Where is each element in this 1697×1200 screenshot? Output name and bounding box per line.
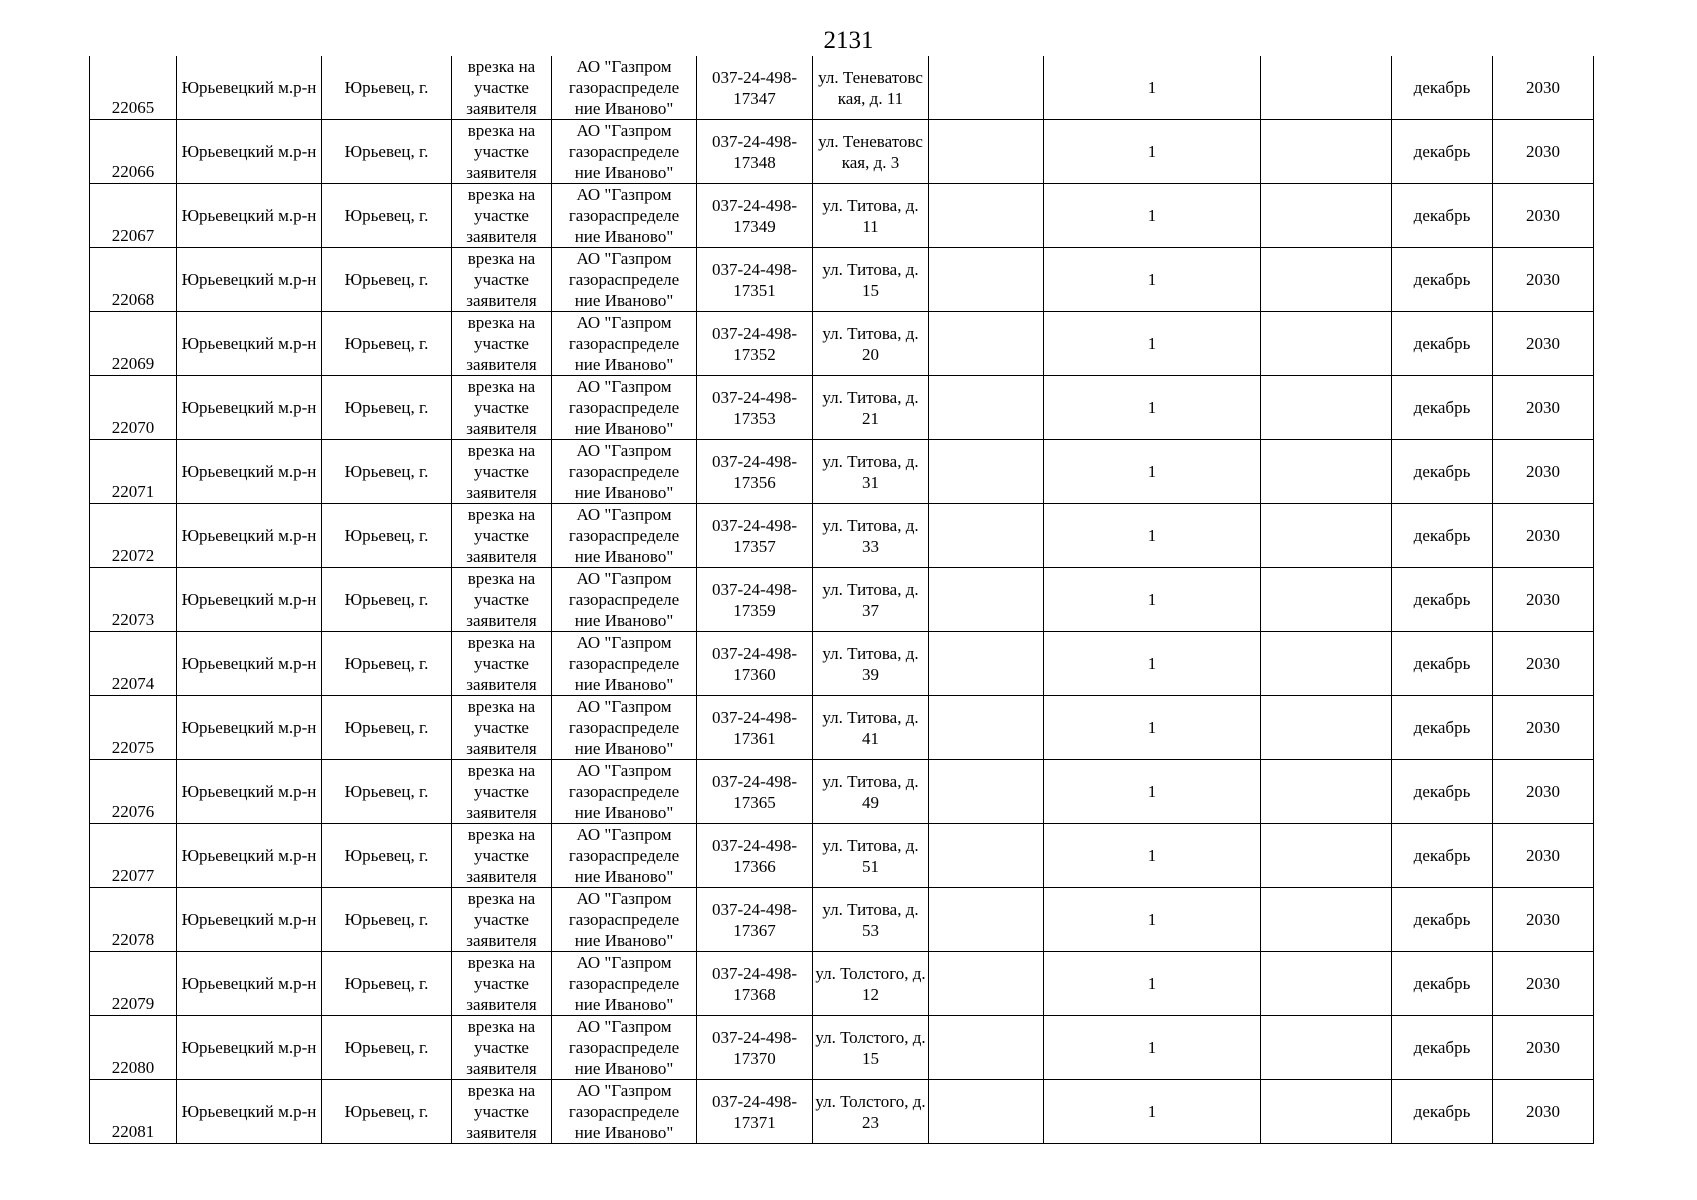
cell-record-number: 22066 (90, 120, 177, 184)
cell-record-number: 22078 (90, 888, 177, 952)
cell-locality: Юрьевец, г. (322, 248, 452, 312)
cell-work-type: врезка на участке заявителя (452, 184, 552, 248)
cell-object-code: 037-24-498-17353 (697, 376, 813, 440)
table-row (90, 120, 1594, 184)
cell-work-type: врезка на участке заявителя (452, 632, 552, 696)
cell-month: декабрь (1392, 248, 1493, 312)
cell-work-type: врезка на участке заявителя (452, 824, 552, 888)
cell-locality: Юрьевец, г. (322, 1016, 452, 1080)
cell-year: 2030 (1493, 888, 1594, 952)
cell-record-number: 22079 (90, 952, 177, 1016)
table-row (90, 248, 1594, 312)
cell-blank (1261, 440, 1392, 504)
cell-record-number: 22069 (90, 312, 177, 376)
gasification-table (89, 56, 1594, 1144)
cell-locality: Юрьевец, г. (322, 1080, 452, 1144)
cell-blank (929, 440, 1044, 504)
cell-year: 2030 (1493, 568, 1594, 632)
cell-work-type: врезка на участке заявителя (452, 568, 552, 632)
cell-record-number: 22072 (90, 504, 177, 568)
cell-address: ул. Титова, д. 31 (813, 440, 929, 504)
cell-work-type: врезка на участке заявителя (452, 376, 552, 440)
cell-blank (929, 184, 1044, 248)
cell-record-number: 22065 (90, 56, 177, 120)
cell-quantity: 1 (1044, 568, 1261, 632)
cell-locality: Юрьевец, г. (322, 56, 452, 120)
cell-blank (929, 248, 1044, 312)
cell-object-code: 037-24-498-17348 (697, 120, 813, 184)
table-row (90, 312, 1594, 376)
cell-organization: АО "Газпром газораспределе ние Иваново" (552, 888, 697, 952)
cell-organization: АО "Газпром газораспределе ние Иваново" (552, 1080, 697, 1144)
cell-district: Юрьевецкий м.р-н (177, 184, 322, 248)
cell-quantity: 1 (1044, 376, 1261, 440)
cell-month: декабрь (1392, 696, 1493, 760)
cell-blank (1261, 312, 1392, 376)
cell-district: Юрьевецкий м.р-н (177, 952, 322, 1016)
cell-blank (1261, 824, 1392, 888)
cell-work-type: врезка на участке заявителя (452, 1080, 552, 1144)
cell-address: ул. Титова, д. 37 (813, 568, 929, 632)
cell-locality: Юрьевец, г. (322, 952, 452, 1016)
cell-record-number: 22080 (90, 1016, 177, 1080)
cell-year: 2030 (1493, 440, 1594, 504)
cell-object-code: 037-24-498-17366 (697, 824, 813, 888)
cell-address: ул. Теневатовс кая, д. 3 (813, 120, 929, 184)
cell-address: ул. Титова, д. 49 (813, 760, 929, 824)
cell-work-type: врезка на участке заявителя (452, 760, 552, 824)
cell-work-type: врезка на участке заявителя (452, 440, 552, 504)
cell-address: ул. Толстого, д. 23 (813, 1080, 929, 1144)
cell-work-type: врезка на участке заявителя (452, 248, 552, 312)
cell-month: декабрь (1392, 120, 1493, 184)
cell-record-number: 22070 (90, 376, 177, 440)
cell-quantity: 1 (1044, 760, 1261, 824)
cell-locality: Юрьевец, г. (322, 632, 452, 696)
cell-month: декабрь (1392, 760, 1493, 824)
cell-district: Юрьевецкий м.р-н (177, 312, 322, 376)
cell-blank (1261, 120, 1392, 184)
cell-locality: Юрьевец, г. (322, 568, 452, 632)
cell-locality: Юрьевец, г. (322, 760, 452, 824)
cell-object-code: 037-24-498-17367 (697, 888, 813, 952)
cell-quantity: 1 (1044, 440, 1261, 504)
cell-quantity: 1 (1044, 696, 1261, 760)
cell-address: ул. Титова, д. 33 (813, 504, 929, 568)
cell-work-type: врезка на участке заявителя (452, 952, 552, 1016)
table-row (90, 504, 1594, 568)
cell-month: декабрь (1392, 1016, 1493, 1080)
cell-address: ул. Титова, д. 51 (813, 824, 929, 888)
cell-month: декабрь (1392, 440, 1493, 504)
cell-record-number: 22067 (90, 184, 177, 248)
cell-district: Юрьевецкий м.р-н (177, 248, 322, 312)
cell-blank (1261, 184, 1392, 248)
table-row (90, 696, 1594, 760)
cell-address: ул. Толстого, д. 15 (813, 1016, 929, 1080)
cell-blank (929, 760, 1044, 824)
cell-organization: АО "Газпром газораспределе ние Иваново" (552, 248, 697, 312)
cell-quantity: 1 (1044, 312, 1261, 376)
cell-record-number: 22075 (90, 696, 177, 760)
cell-blank (1261, 632, 1392, 696)
cell-organization: АО "Газпром газораспределе ние Иваново" (552, 760, 697, 824)
cell-district: Юрьевецкий м.р-н (177, 120, 322, 184)
cell-address: ул. Толстого, д. 12 (813, 952, 929, 1016)
cell-organization: АО "Газпром газораспределе ние Иваново" (552, 1016, 697, 1080)
cell-year: 2030 (1493, 1016, 1594, 1080)
cell-district: Юрьевецкий м.р-н (177, 568, 322, 632)
cell-object-code: 037-24-498-17359 (697, 568, 813, 632)
cell-quantity: 1 (1044, 632, 1261, 696)
cell-object-code: 037-24-498-17365 (697, 760, 813, 824)
cell-record-number: 22074 (90, 632, 177, 696)
cell-year: 2030 (1493, 248, 1594, 312)
cell-year: 2030 (1493, 56, 1594, 120)
page-number: 2131 (823, 27, 874, 54)
cell-quantity: 1 (1044, 888, 1261, 952)
cell-blank (1261, 696, 1392, 760)
cell-work-type: врезка на участке заявителя (452, 56, 552, 120)
cell-district: Юрьевецкий м.р-н (177, 440, 322, 504)
cell-locality: Юрьевец, г. (322, 440, 452, 504)
cell-blank (1261, 56, 1392, 120)
cell-object-code: 037-24-498-17356 (697, 440, 813, 504)
cell-blank (929, 312, 1044, 376)
cell-organization: АО "Газпром газораспределе ние Иваново" (552, 504, 697, 568)
table-row (90, 824, 1594, 888)
cell-address: ул. Титова, д. 11 (813, 184, 929, 248)
cell-year: 2030 (1493, 184, 1594, 248)
cell-object-code: 037-24-498-17351 (697, 248, 813, 312)
cell-district: Юрьевецкий м.р-н (177, 888, 322, 952)
cell-blank (929, 1080, 1044, 1144)
table-row (90, 184, 1594, 248)
cell-locality: Юрьевец, г. (322, 504, 452, 568)
cell-quantity: 1 (1044, 248, 1261, 312)
cell-address: ул. Титова, д. 15 (813, 248, 929, 312)
table-row (90, 632, 1594, 696)
cell-blank (1261, 888, 1392, 952)
cell-blank (1261, 1080, 1392, 1144)
table-row (90, 440, 1594, 504)
cell-address: ул. Теневатовс кая, д. 11 (813, 56, 929, 120)
cell-month: декабрь (1392, 568, 1493, 632)
cell-year: 2030 (1493, 696, 1594, 760)
cell-work-type: врезка на участке заявителя (452, 120, 552, 184)
cell-organization: АО "Газпром газораспределе ние Иваново" (552, 568, 697, 632)
cell-blank (929, 376, 1044, 440)
cell-locality: Юрьевец, г. (322, 184, 452, 248)
cell-object-code: 037-24-498-17370 (697, 1016, 813, 1080)
cell-month: декабрь (1392, 888, 1493, 952)
cell-blank (1261, 568, 1392, 632)
cell-blank (1261, 1016, 1392, 1080)
cell-address: ул. Титова, д. 20 (813, 312, 929, 376)
table-row (90, 376, 1594, 440)
cell-record-number: 22077 (90, 824, 177, 888)
cell-district: Юрьевецкий м.р-н (177, 1080, 322, 1144)
cell-district: Юрьевецкий м.р-н (177, 504, 322, 568)
cell-object-code: 037-24-498-17360 (697, 632, 813, 696)
cell-locality: Юрьевец, г. (322, 120, 452, 184)
cell-object-code: 037-24-498-17371 (697, 1080, 813, 1144)
cell-record-number: 22073 (90, 568, 177, 632)
cell-record-number: 22071 (90, 440, 177, 504)
cell-month: декабрь (1392, 184, 1493, 248)
cell-year: 2030 (1493, 120, 1594, 184)
cell-blank (929, 952, 1044, 1016)
cell-blank (929, 1016, 1044, 1080)
cell-object-code: 037-24-498-17361 (697, 696, 813, 760)
cell-locality: Юрьевец, г. (322, 376, 452, 440)
table-body (90, 56, 1594, 1144)
cell-district: Юрьевецкий м.р-н (177, 760, 322, 824)
cell-year: 2030 (1493, 376, 1594, 440)
cell-quantity: 1 (1044, 56, 1261, 120)
cell-blank (929, 824, 1044, 888)
cell-blank (929, 120, 1044, 184)
cell-year: 2030 (1493, 504, 1594, 568)
cell-locality: Юрьевец, г. (322, 696, 452, 760)
cell-district: Юрьевецкий м.р-н (177, 56, 322, 120)
cell-year: 2030 (1493, 824, 1594, 888)
cell-blank (929, 504, 1044, 568)
cell-address: ул. Титова, д. 39 (813, 632, 929, 696)
cell-blank (1261, 760, 1392, 824)
cell-month: декабрь (1392, 1080, 1493, 1144)
cell-blank (929, 888, 1044, 952)
cell-month: декабрь (1392, 312, 1493, 376)
cell-organization: АО "Газпром газораспределе ние Иваново" (552, 312, 697, 376)
cell-blank (929, 632, 1044, 696)
cell-record-number: 22081 (90, 1080, 177, 1144)
cell-month: декабрь (1392, 632, 1493, 696)
cell-work-type: врезка на участке заявителя (452, 504, 552, 568)
cell-work-type: врезка на участке заявителя (452, 888, 552, 952)
cell-blank (929, 696, 1044, 760)
cell-month: декабрь (1392, 56, 1493, 120)
cell-organization: АО "Газпром газораспределе ние Иваново" (552, 824, 697, 888)
table-row (90, 1080, 1594, 1144)
table-row (90, 888, 1594, 952)
cell-work-type: врезка на участке заявителя (452, 696, 552, 760)
cell-year: 2030 (1493, 1080, 1594, 1144)
cell-object-code: 037-24-498-17352 (697, 312, 813, 376)
cell-district: Юрьевецкий м.р-н (177, 1016, 322, 1080)
table-row (90, 952, 1594, 1016)
cell-year: 2030 (1493, 632, 1594, 696)
cell-organization: АО "Газпром газораспределе ние Иваново" (552, 56, 697, 120)
cell-year: 2030 (1493, 312, 1594, 376)
cell-blank (929, 56, 1044, 120)
cell-record-number: 22068 (90, 248, 177, 312)
cell-district: Юрьевецкий м.р-н (177, 376, 322, 440)
cell-quantity: 1 (1044, 120, 1261, 184)
cell-organization: АО "Газпром газораспределе ние Иваново" (552, 952, 697, 1016)
cell-month: декабрь (1392, 824, 1493, 888)
cell-object-code: 037-24-498-17347 (697, 56, 813, 120)
cell-month: декабрь (1392, 952, 1493, 1016)
cell-record-number: 22076 (90, 760, 177, 824)
table-row (90, 568, 1594, 632)
cell-blank (1261, 504, 1392, 568)
cell-organization: АО "Газпром газораспределе ние Иваново" (552, 632, 697, 696)
cell-locality: Юрьевец, г. (322, 824, 452, 888)
cell-object-code: 037-24-498-17368 (697, 952, 813, 1016)
cell-organization: АО "Газпром газораспределе ние Иваново" (552, 184, 697, 248)
cell-month: декабрь (1392, 376, 1493, 440)
cell-blank (1261, 248, 1392, 312)
cell-year: 2030 (1493, 952, 1594, 1016)
cell-year: 2030 (1493, 760, 1594, 824)
cell-district: Юрьевецкий м.р-н (177, 824, 322, 888)
cell-organization: АО "Газпром газораспределе ние Иваново" (552, 376, 697, 440)
cell-blank (1261, 952, 1392, 1016)
cell-locality: Юрьевец, г. (322, 888, 452, 952)
cell-month: декабрь (1392, 504, 1493, 568)
cell-object-code: 037-24-498-17357 (697, 504, 813, 568)
cell-quantity: 1 (1044, 504, 1261, 568)
cell-object-code: 037-24-498-17349 (697, 184, 813, 248)
cell-organization: АО "Газпром газораспределе ние Иваново" (552, 120, 697, 184)
cell-address: ул. Титова, д. 53 (813, 888, 929, 952)
cell-district: Юрьевецкий м.р-н (177, 696, 322, 760)
cell-quantity: 1 (1044, 824, 1261, 888)
cell-quantity: 1 (1044, 1080, 1261, 1144)
cell-blank (1261, 376, 1392, 440)
cell-locality: Юрьевец, г. (322, 312, 452, 376)
cell-quantity: 1 (1044, 1016, 1261, 1080)
cell-work-type: врезка на участке заявителя (452, 312, 552, 376)
table-row (90, 56, 1594, 120)
cell-organization: АО "Газпром газораспределе ние Иваново" (552, 696, 697, 760)
cell-work-type: врезка на участке заявителя (452, 1016, 552, 1080)
cell-address: ул. Титова, д. 21 (813, 376, 929, 440)
cell-quantity: 1 (1044, 952, 1261, 1016)
table-row (90, 760, 1594, 824)
cell-address: ул. Титова, д. 41 (813, 696, 929, 760)
cell-quantity: 1 (1044, 184, 1261, 248)
cell-district: Юрьевецкий м.р-н (177, 632, 322, 696)
table-row (90, 1016, 1594, 1080)
cell-blank (929, 568, 1044, 632)
cell-organization: АО "Газпром газораспределе ние Иваново" (552, 440, 697, 504)
